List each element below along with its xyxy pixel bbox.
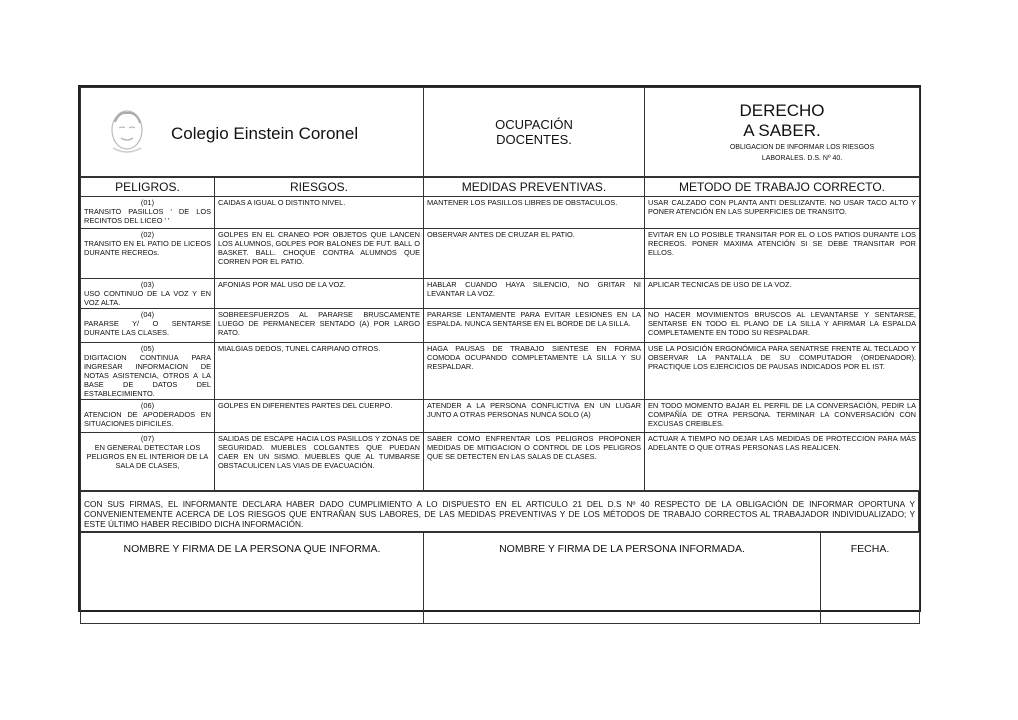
medida-text: HABLAR CUANDO HAYA SILENCIO, NO GRITAR NI LEVANTAR LA VOZ. xyxy=(427,280,641,298)
peligro-text: USO CONTINUO DE LA VOZ Y EN VOZ ALTA. xyxy=(84,289,211,307)
metodo-cell xyxy=(645,400,920,433)
row-number: (07) xyxy=(140,434,155,443)
column-header-row xyxy=(81,178,920,197)
peligro-cell xyxy=(81,279,215,309)
metodo-cell xyxy=(645,279,920,309)
column-header-medidas: MEDIDAS PREVENTIVAS. xyxy=(424,178,645,197)
document-frame xyxy=(78,85,921,612)
date-field: FECHA. xyxy=(821,533,920,624)
medida-text: HAGA PAUSAS DE TRABAJO SIENTESE EN FORMA COMODA OCUPANDO COMPLETAMENTE LA SILLA Y SU RESPALDAR. xyxy=(427,344,641,371)
riesgo-cell xyxy=(215,279,424,309)
medida-text: PARARSE LENTAMENTE PARA EVITAR LESIONES EN LA ESPALDA. NUNCA SENTARSE EN EL BORDE DE LA SILLA. xyxy=(427,310,641,328)
riesgo-text: GOLPES EN DIFERENTES PARTES DEL CUERPO. xyxy=(218,401,393,410)
medida-cell xyxy=(424,309,645,343)
peligro-cell xyxy=(81,400,215,433)
occupation-line1: OCUPACIÓN xyxy=(495,117,573,132)
column-header-riesgos: RIESGOS. xyxy=(215,178,424,197)
table-row xyxy=(81,229,920,279)
right-to-know-cell xyxy=(645,88,920,177)
row-number: (02) xyxy=(140,230,155,239)
header-table xyxy=(80,87,920,177)
school-header-cell xyxy=(81,88,424,177)
riesgo-cell xyxy=(215,197,424,229)
metodo-text: NO HACER MOVIMIENTOS BRUSCOS AL LEVANTARSE Y SENTARSE, SENTARSE EN TODO EL PLANO DE LA SILLA Y AFIRMAR LA ESPALDA COMPLETAMENTE EN TODO SU RESPALDAR. xyxy=(648,310,916,337)
metodo-text: USE LA POSICIÓN ERGONÓMICA PARA SENATRSE FRENTE AL TECLADO Y OBSERVAR LA PANTALLA DE SU COMPUTADOR (ORDENADOR). PRACTIQUE LOS EJERCICIOS DE PAUSAS INDICADOS POR EL IST. xyxy=(648,344,916,371)
row-number: (05) xyxy=(140,344,155,353)
metodo-text: EN TODO MOMENTO BAJAR EL PERFIL DE LA CONVERSACIÓN, PEDIR LA COMPAÑÍA DE OTRA PERSONA. TERMINAR LA CONVERSACIÓN CON EXCUSAS CREIBLES. xyxy=(648,401,916,428)
metodo-text: USAR CALZADO CON PLANTA ANTI DESLIZANTE. NO USAR TACO ALTO Y PONER ATENCIÓN EN LAS SUPERFICIES DE TRANSITO. xyxy=(648,198,916,216)
medida-cell xyxy=(424,279,645,309)
signature-table xyxy=(80,532,920,624)
medida-text: OBSERVAR ANTES DE CRUZAR EL PATIO. xyxy=(427,230,575,239)
table-row xyxy=(81,433,920,491)
informer-signature-field: NOMBRE Y FIRMA DE LA PERSONA QUE INFORMA. xyxy=(81,533,424,624)
peligro-text: TRANSITO EN EL PATIO DE LICEOS DURANTE RECREOs. xyxy=(84,239,211,257)
column-header-peligros: PELIGROS. xyxy=(81,178,215,197)
table-row xyxy=(81,343,920,400)
occupation-line2: DOCENTES. xyxy=(496,132,572,147)
riesgo-text: MIALGIAS DEDOS, TUNEL CARPIANO OTROS. xyxy=(218,344,381,353)
peligro-text: PARARSE Y/ O SENTARSE DURANTE LAS CLASES. xyxy=(84,319,211,337)
peligro-text: TRANSITO PASILLOS ' DE LOS RECINTOS DEL LICEO ' ' xyxy=(84,207,211,225)
riesgo-text: SOBREESFUERZOS AL PARARSE BRUSCAMENTE LUEGO DE PERMANECER SENTADO (A) POR LARGO RATO. xyxy=(218,310,420,337)
medida-text: SABER COMO ENFRENTAR LOS PELIGROS PROPONER MEDIDAS DE MITIGACION O CONTROL DE LOS PELIGROS QUE SE DETECTEN EN LAS SALAS DE CLASES. xyxy=(427,434,641,461)
right-title-line2: A SABER. xyxy=(743,121,821,140)
obligation-line1: OBLIGACION DE INFORMAR LOS RIESGOS xyxy=(729,144,875,151)
peligro-cell xyxy=(81,343,215,400)
peligro-cell xyxy=(81,433,215,491)
medida-cell xyxy=(424,400,645,433)
row-number: (04) xyxy=(140,310,155,319)
risk-table xyxy=(80,177,920,491)
riesgo-text: CAIDAS A IGUAL O DISTINTO NIVEL. xyxy=(218,198,346,207)
metodo-text: EVITAR EN LO POSIBLE TRANSITAR POR EL O LOS PATIOS DURANTE LOS RECREOS. PONER MAXIMA ATENCIÓN SI SE DEBE TRANSITAR POR ELLOS. xyxy=(648,230,916,257)
medida-text: ATENDER A LA PERSONA CONFLICTIVA EN UN LUGAR JUNTO A OTRAS PERSONAS NUNCA SOLO (A) xyxy=(427,401,641,419)
medida-cell xyxy=(424,433,645,491)
metodo-text: ACTUAR A TIEMPO NO DEJAR LAS MEDIDAS DE PROTECCION PARA MÁS ADELANTE O QUE OTRAS PERSONAS LAS REALICEN. xyxy=(648,434,916,452)
riesgo-cell xyxy=(215,343,424,400)
obligation-line2: LABORALES. D.S. Nº 40. xyxy=(761,155,843,162)
riesgo-text: AFONIAS POR MAL USO DE LA VOZ. xyxy=(218,280,346,289)
row-number: (06) xyxy=(140,401,155,410)
peligro-text: ATENCION DE APODERADOS EN SITUACIONES DIFICILES. xyxy=(84,410,211,428)
peligro-text: DIGITACION CONTINUA PARA INGRESAR INFORMACION DE NOTAS ASISTENCIA, OTROS A LA BASE DE DATOS DEL ESTABLECIMIENTO. xyxy=(84,353,211,398)
riesgo-text: SALIDAS DE ESCAPE HACIA LOS PASILLOS Y ZONAS DE SEGURIDAD. MUEBLES COLGANTES QUE PUEDAN CAER EN UN SISMO. MUEBLES QUE AL TUMBARSE OBSTACULICEN LAS VIAS DE EVACUACIÓN. xyxy=(218,434,420,470)
riesgo-cell xyxy=(215,229,424,279)
informed-signature-field: NOMBRE Y FIRMA DE LA PERSONA INFORMADA. xyxy=(424,533,821,624)
declaration-table xyxy=(80,491,919,532)
metodo-text: APLICAR TECNICAS DE USO DE LA VOZ. xyxy=(648,280,792,289)
metodo-cell xyxy=(645,197,920,229)
table-row xyxy=(81,197,920,229)
medida-cell xyxy=(424,197,645,229)
metodo-cell xyxy=(645,229,920,279)
metodo-cell xyxy=(645,343,920,400)
riesgo-cell xyxy=(215,433,424,491)
peligro-cell xyxy=(81,229,215,279)
table-row xyxy=(81,400,920,433)
column-header-metodo: METODO DE TRABAJO CORRECTO. xyxy=(645,178,920,197)
school-name: Colegio Einstein Coronel xyxy=(171,124,359,143)
right-title-line1: DERECHO xyxy=(739,101,825,120)
riesgo-cell xyxy=(215,400,424,433)
row-number: (03) xyxy=(140,280,155,289)
row-number: (01) xyxy=(140,198,155,207)
table-row xyxy=(81,279,920,309)
school-logo-icon xyxy=(107,108,147,154)
peligro-cell xyxy=(81,197,215,229)
medida-cell xyxy=(424,343,645,400)
table-row xyxy=(81,309,920,343)
riesgo-text: GOLPES EN EL CRANEO POR OBJETOS QUE LANCEN LOS ALUMNOS, GOLPES POR BALONES DE FUT. BALL O BASKET. BALL. CHOQUE CONTRA ALUMNOS QUE CORREN POR EL PATIO. xyxy=(218,230,420,266)
medida-cell xyxy=(424,229,645,279)
peligro-text: EN GENERAL DETECTAR LOS PELIGROS EN EL INTERIOR DE LA SALA DE CLASES, xyxy=(86,443,209,470)
riesgo-cell xyxy=(215,309,424,343)
metodo-cell xyxy=(645,433,920,491)
peligro-cell xyxy=(81,309,215,343)
medida-text: MANTENER LOS PASILLOS LIBRES DE OBSTACULOS. xyxy=(427,198,618,207)
occupation-cell xyxy=(424,88,645,177)
metodo-cell xyxy=(645,309,920,343)
declaration-text: CON SUS FIRMAS, EL INFORMANTE DECLARA HABER DADO CUMPLIMIENTO A LO DISPUESTO EN EL ARTICULO 21 DEL D.S Nº 40 RESPECTO DE LA OBLIGACIÓN DE INFORMAR OPORTUNA Y CONVENIENTEMENTE ACERCA DE LOS RIESGOS QUE ENTRAÑAN SUS LABORES, DE LAS MEDIDAS PREVENTIVAS Y DE LOS MÉTODOS DE TRABAJO CORRECTOS AL TRABAJADOR INDIVIDUALIZADO; Y ESTE ÚLTIMO HABER RECIBIDO DICHA INFORMACIÓN. xyxy=(81,492,919,532)
